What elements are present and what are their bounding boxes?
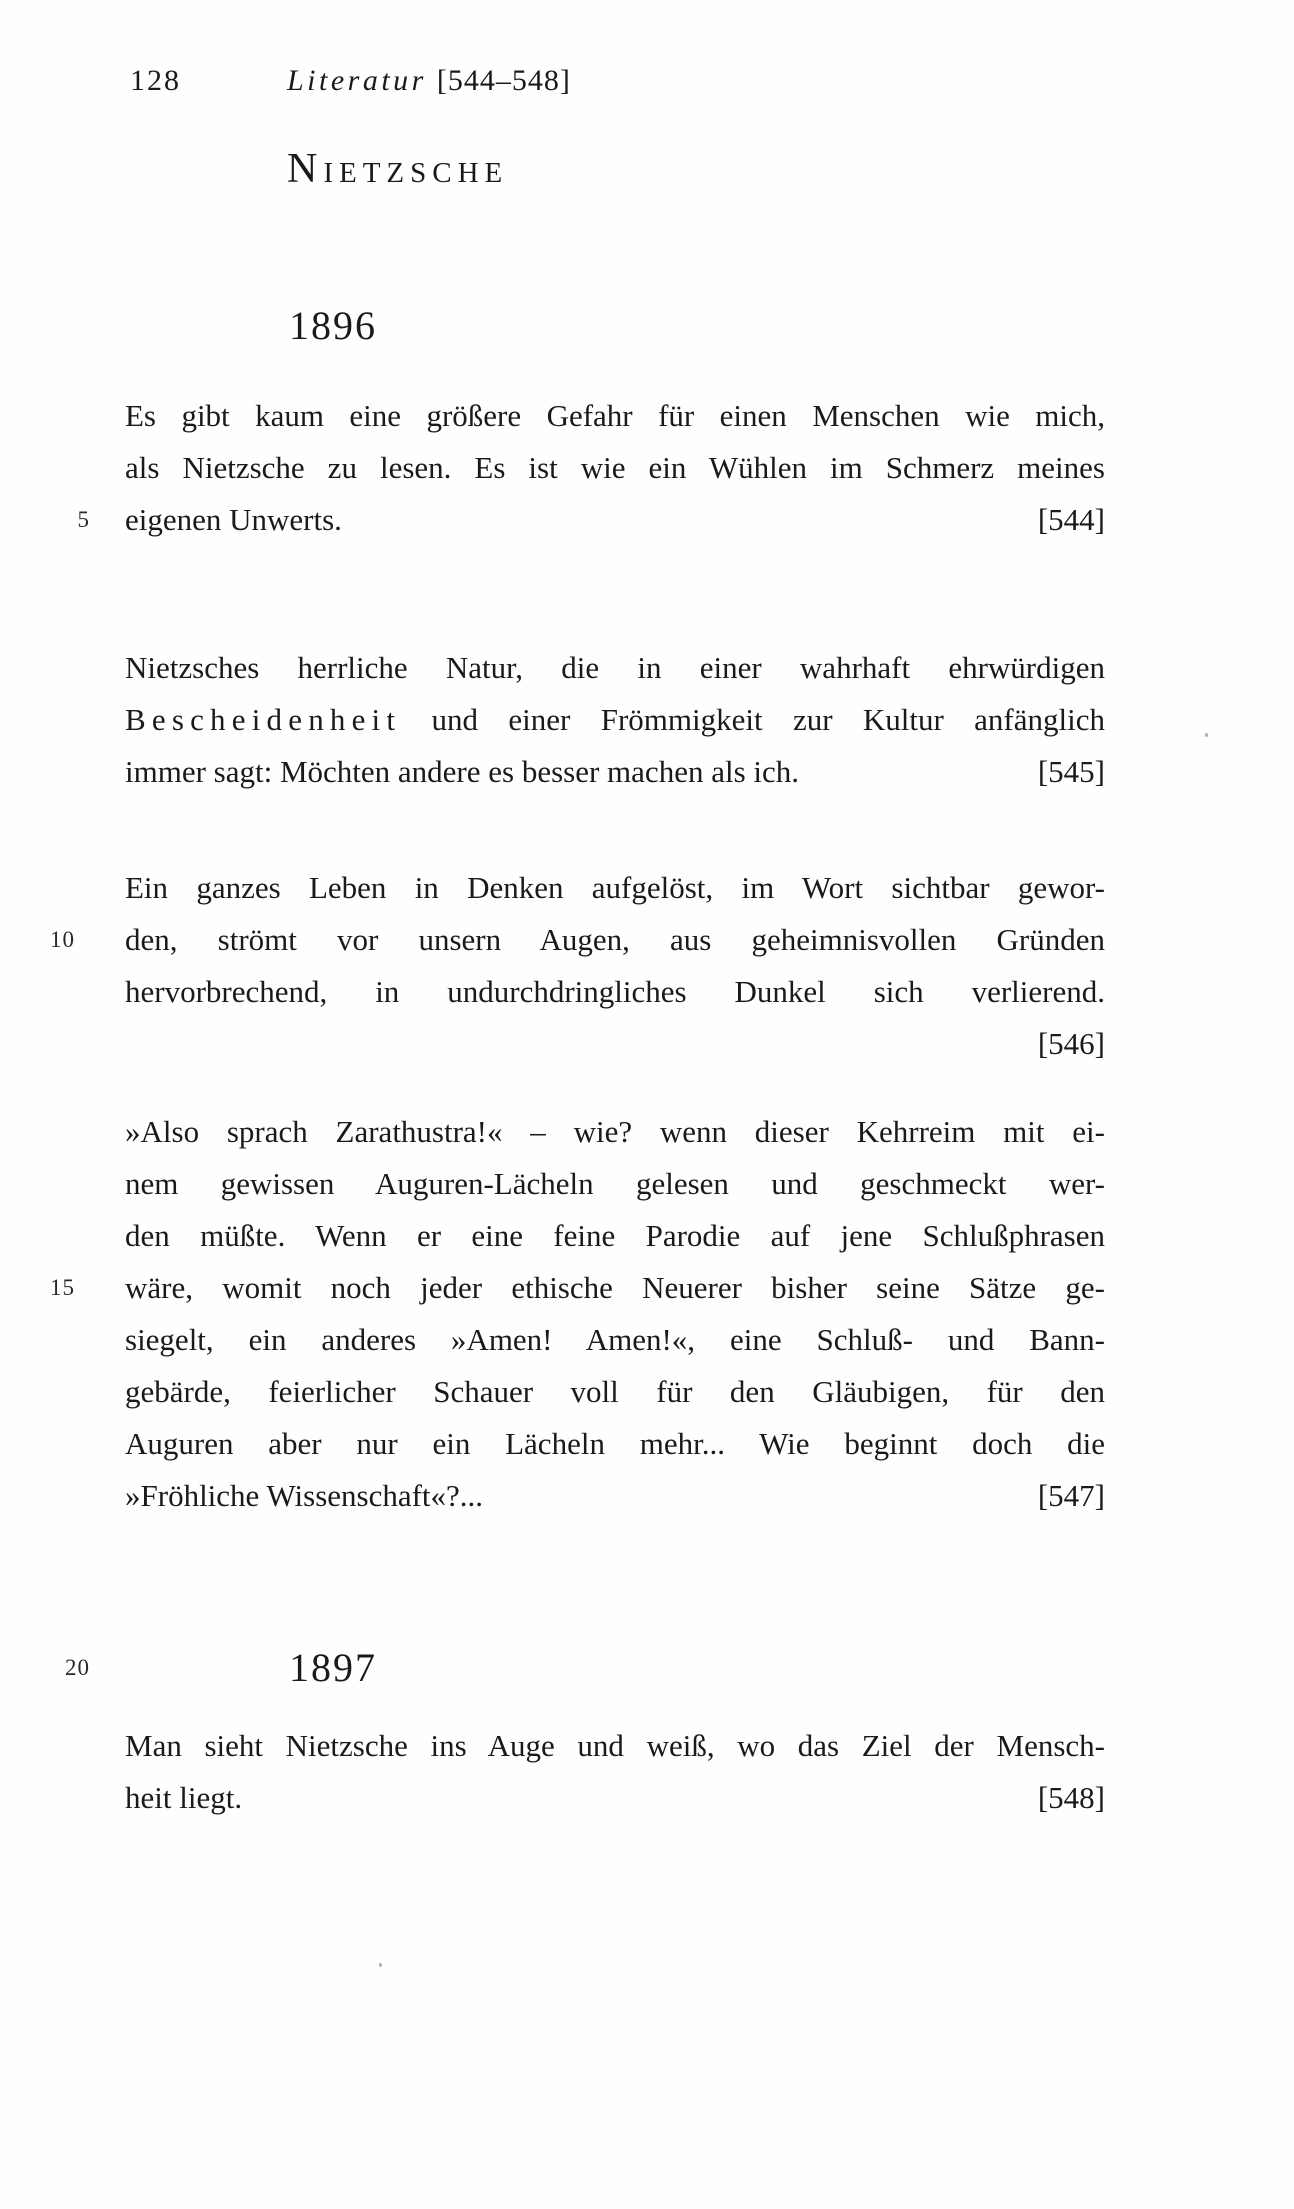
text-line xyxy=(125,1018,1105,1070)
text-line xyxy=(50,1262,1105,1314)
aphorism-ref: [546] xyxy=(1037,1026,1105,1061)
text-line-content: Ein ganzes Leben in Denken aufgelöst, im Wort sichtbar gewor- xyxy=(125,870,1105,905)
text-line xyxy=(125,1158,1105,1210)
text-line-content: den müßte. Wenn er eine feine Parodie auf jene Schlußphrasen xyxy=(125,1218,1105,1253)
scan-speck xyxy=(379,1963,382,1967)
running-title-text: Literatur xyxy=(287,64,427,97)
text-line-content: Man sieht Nietzsche ins Auge und weiß, wo das Ziel der Mensch- xyxy=(125,1728,1105,1763)
year-heading-text: 1896 xyxy=(289,303,377,348)
text-line xyxy=(125,642,1105,694)
running-title xyxy=(287,58,571,104)
text-line xyxy=(125,1314,1105,1366)
text-line xyxy=(125,694,1105,746)
text-line xyxy=(125,746,1105,798)
letterspaced-word: Bescheidenheit xyxy=(125,702,402,737)
text-line xyxy=(125,1470,1105,1522)
line-number: 20 xyxy=(65,1655,90,1680)
aphorism xyxy=(125,1720,1105,1824)
aphorism xyxy=(77,390,1105,546)
text-line-content: als Nietzsche zu lesen. Es ist wie ein Wühlen im Schmerz meines xyxy=(125,450,1105,485)
aphorism-ref: [544] xyxy=(1037,502,1105,537)
year-heading xyxy=(125,302,1105,350)
scan-speck xyxy=(1205,733,1208,737)
text-line-content: hervorbrechend, in undurchdringliches Dunkel sich verlierend. xyxy=(125,974,1105,1009)
text-line-content: heit liegt. xyxy=(125,1780,243,1815)
text-line xyxy=(125,442,1105,494)
text-line-content: »Also sprach Zarathustra!« – wie? wenn dieser Kehrreim mit ei- xyxy=(125,1114,1105,1149)
page-header xyxy=(125,58,1105,104)
text-line xyxy=(125,1772,1105,1824)
text-line-content: eigenen Unwerts. xyxy=(125,502,342,537)
text-line xyxy=(125,1106,1105,1158)
page-number: 128 xyxy=(130,64,181,97)
aphorism-ref: [545] xyxy=(1037,754,1105,789)
aphorism xyxy=(50,862,1105,1070)
text-line-content: wäre, womit noch jeder ethische Neuerer bisher seine Sätze ge- xyxy=(125,1270,1105,1305)
line-number: 5 xyxy=(77,507,90,532)
text-line-content: den, strömt vor unsern Augen, aus geheimnisvollen Gründen xyxy=(125,922,1105,957)
text-line-content: immer sagt: Möchten andere es besser machen als ich. xyxy=(125,754,800,789)
line-number: 10 xyxy=(50,927,75,952)
text-line-content: Es gibt kaum eine größere Gefahr für einen Menschen wie mich, xyxy=(125,398,1105,433)
text-line-content: siegelt, ein anderes »Amen! Amen!«, eine Schluß- und Bann- xyxy=(125,1322,1105,1357)
aphorism-ref: [548] xyxy=(1037,1780,1105,1815)
aphorism xyxy=(125,642,1105,798)
text-line-content: Nietzsches herrliche Natur, die in einer wahrhaft ehrwürdigen xyxy=(125,650,1105,685)
text-line xyxy=(125,1366,1105,1418)
text-line xyxy=(50,914,1105,966)
text-line xyxy=(125,1418,1105,1470)
text-line-content: nem gewissen Auguren-Lächeln gelesen und geschmeckt wer- xyxy=(125,1166,1105,1201)
aphorism xyxy=(50,1106,1105,1522)
text-column xyxy=(50,302,1105,1824)
text-line-content: Auguren aber nur ein Lächeln mehr... Wie beginnt doch die xyxy=(125,1426,1105,1461)
text-line xyxy=(125,966,1105,1018)
text-line-content: »Fröhliche Wissenschaft«?... xyxy=(125,1478,484,1513)
text-line xyxy=(77,494,1105,546)
year-heading-text: 1897 xyxy=(289,1645,377,1690)
text-line xyxy=(125,390,1105,442)
text-line xyxy=(125,862,1105,914)
text-line xyxy=(125,1210,1105,1262)
text-line-content: gebärde, feierlicher Schauer voll für den Gläubigen, für den xyxy=(125,1374,1105,1409)
line-number: 15 xyxy=(50,1275,75,1300)
running-title-ref-range: [544–548] xyxy=(436,64,571,97)
aphorism-ref: [547] xyxy=(1037,1478,1105,1513)
year-heading xyxy=(65,1644,1105,1692)
text-line-content: Bescheidenheit und einer Frömmigkeit zur Kultur anfänglich xyxy=(125,702,1105,737)
text-line xyxy=(125,1720,1105,1772)
section-title: Nietzsche xyxy=(287,146,509,192)
